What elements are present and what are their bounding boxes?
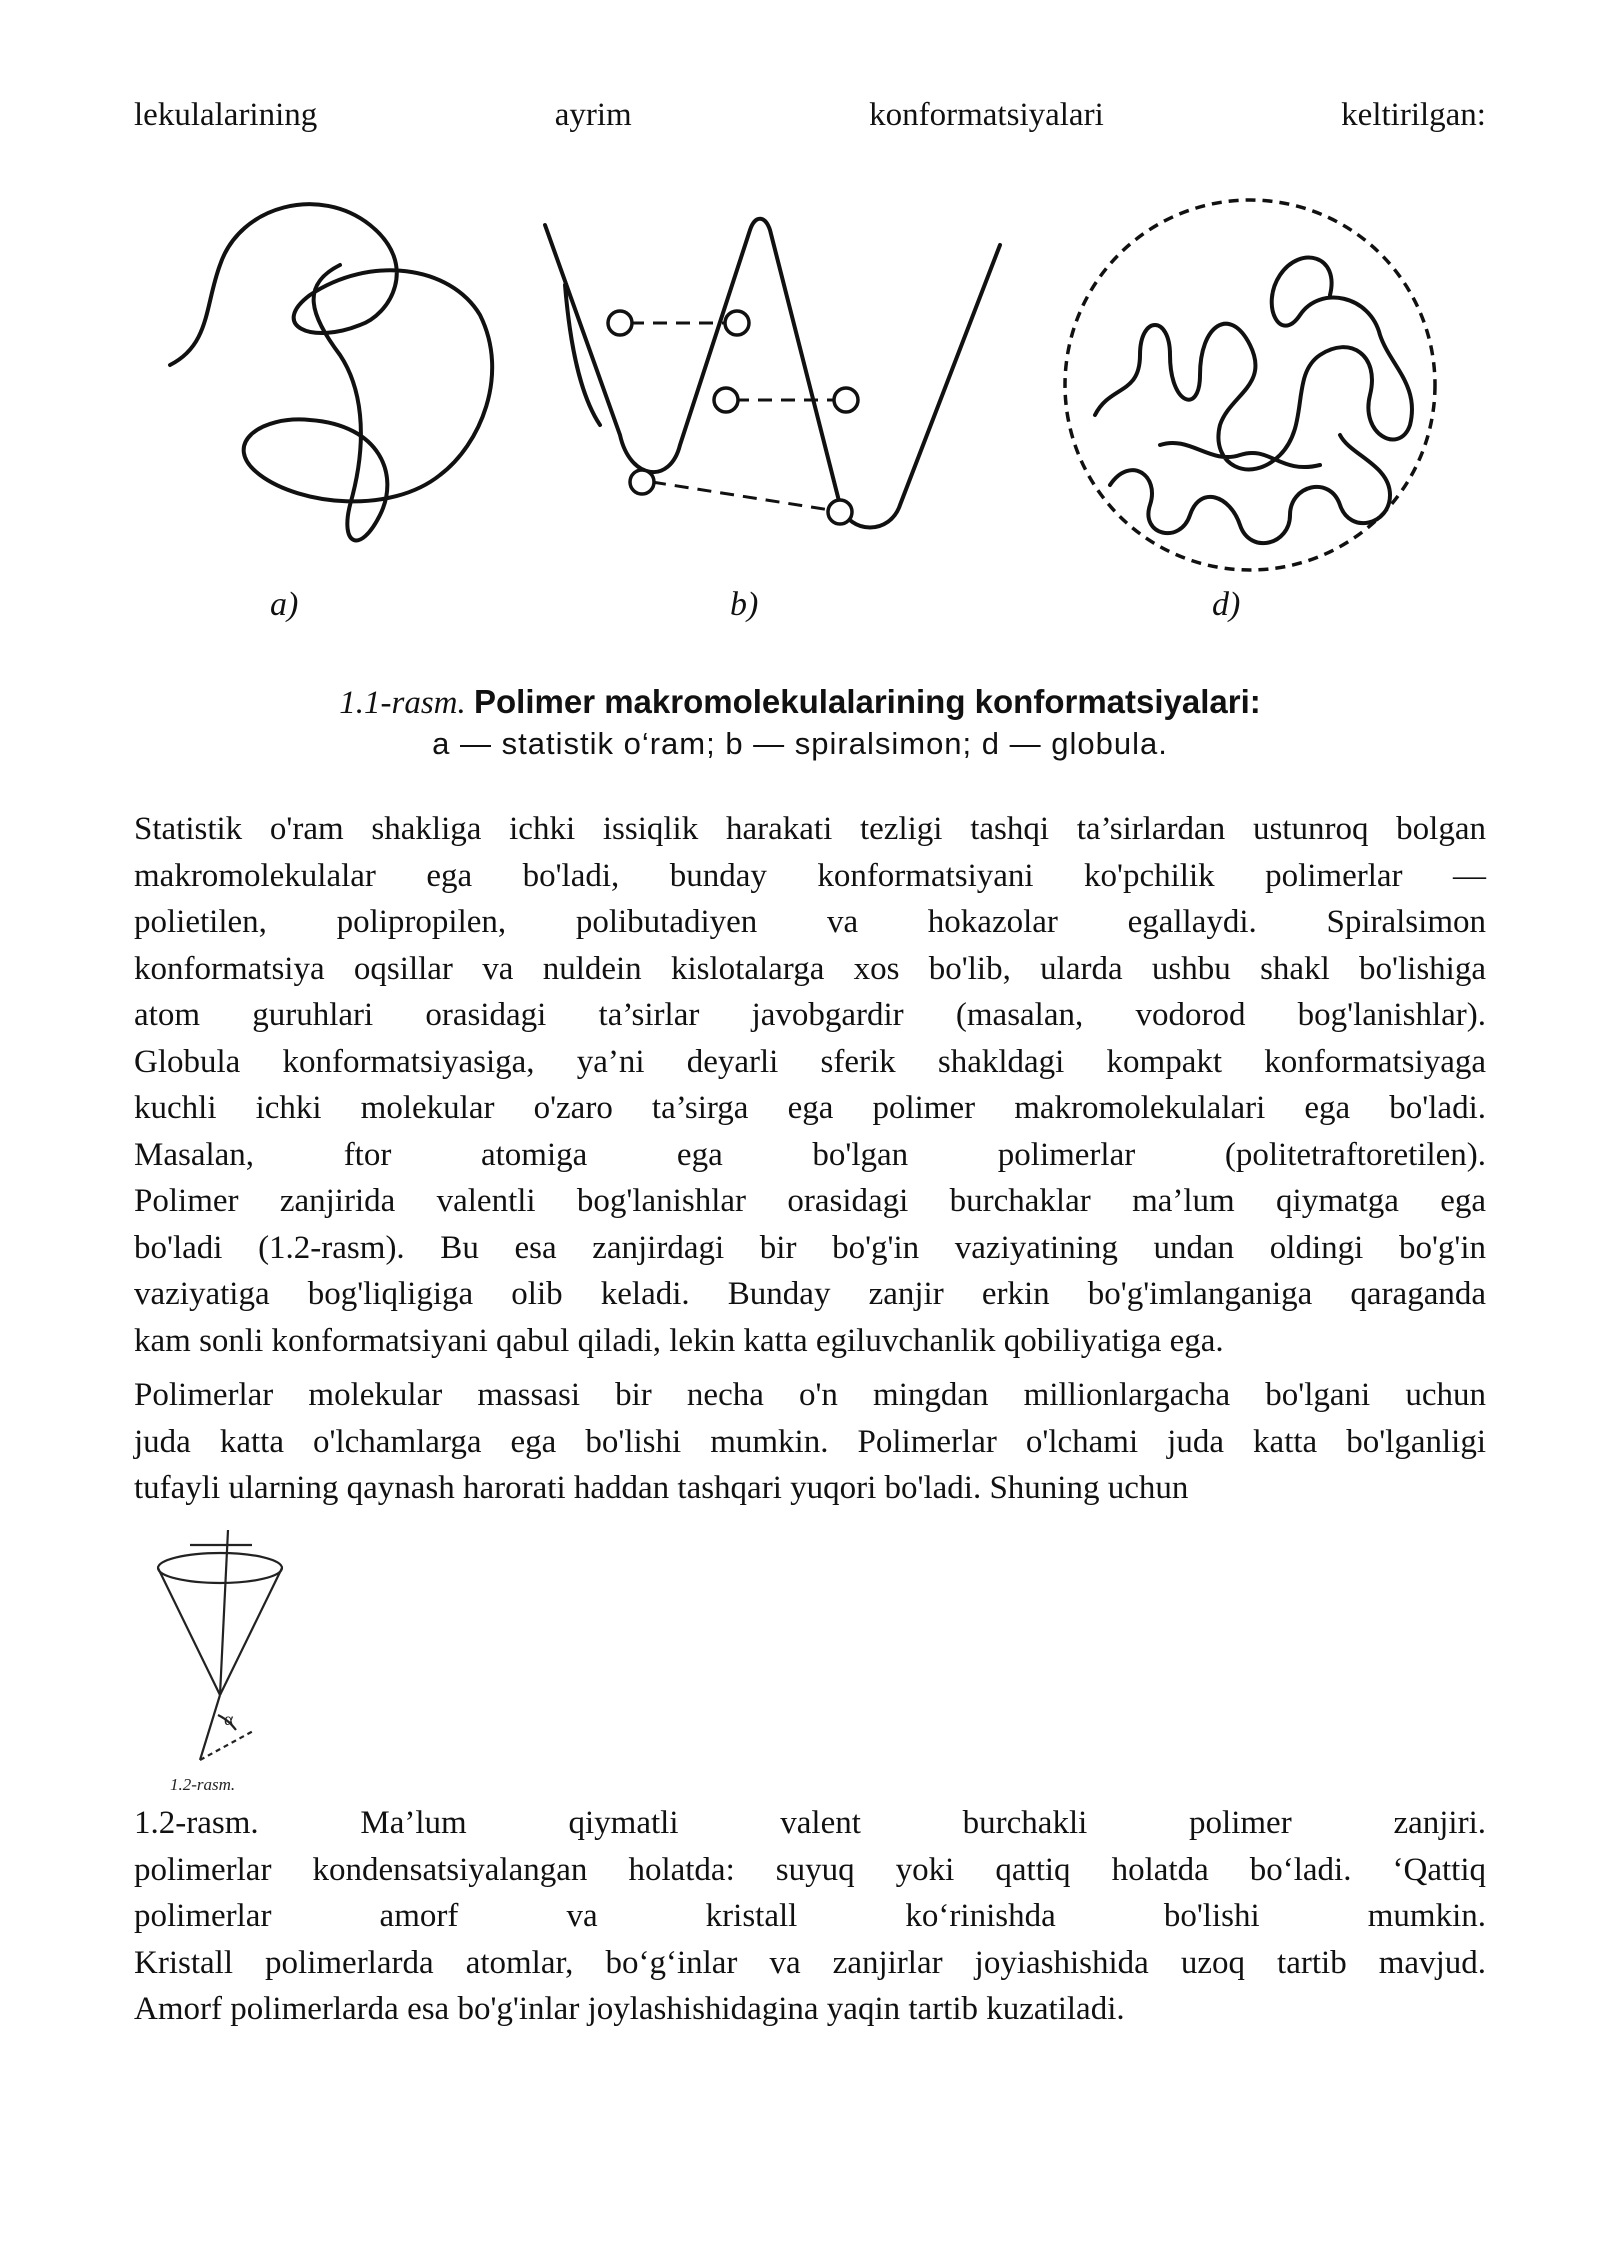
figure-1-1-caption-line2: a — statistik o‘ram; b — spiralsimon; d — globula. <box>432 726 1168 761</box>
text-line: Polimer zanjirida valentli bog'lanishlar orasidagi burchaklar ma’lum qiymatga ega <box>134 1183 1486 1219</box>
alpha-label: α <box>224 1709 234 1729</box>
intro-word: keltirilgan: <box>1341 97 1486 133</box>
paragraph-condensed-state <box>134 1800 1486 2033</box>
atom-circle <box>834 388 858 412</box>
cone-side <box>220 1568 282 1695</box>
atom-circle <box>828 500 852 524</box>
hbond-dash <box>652 482 830 510</box>
figure-1-2-drawing <box>140 1525 300 1795</box>
text-line: Kristall polimerlarda atomlar, bo‘g‘inlar va zanjirlar joyiashishida uzoq tartib mavjud. <box>134 1944 1486 1981</box>
text-line: Polimerlar molekular massasi bir necha o'n mingdan millionlargacha bo'lgani uchun <box>134 1377 1486 1413</box>
text-line: Amorf polimerlarda esa bo'g'inlar joylashishidagina yaqin tartib kuzatiladi. <box>134 1991 1125 2027</box>
text-line: kam sonli konformatsiyani qabul qiladi, lekin katta egiluvchanlik qobiliyatiga ega. <box>134 1322 1224 1359</box>
cone-axis <box>220 1530 228 1695</box>
text-line: juda katta o'lchamlarga ega bo'lishi mumkin. Polimerlar o'lchami juda katta bo'lganligi <box>134 1423 1486 1460</box>
text-line: vaziyatiga bog'liqligiga olib keladi. Bunday zanjir erkin bo'g'imlanganiga qaraganda <box>134 1276 1486 1312</box>
figure-1-2-caption: 1.2-rasm. <box>170 1775 236 1794</box>
text-line: Masalan, ftor atomiga ega bo'lgan polimerlar (politetraftoretilen). <box>134 1136 1486 1173</box>
atom-circle <box>608 311 632 335</box>
panel-label-a: a) <box>270 586 299 623</box>
text-line: 1.2-rasm. Ma’lum qiymatli valent burchakli polimer zanjiri. <box>134 1805 1486 1841</box>
text-line: makromolekulalar ega bo'ladi, bunday konformatsiyani ko'pchilik polimerlar — <box>134 857 1486 894</box>
atom-circle <box>725 311 749 335</box>
text-line: Globula konformatsiyasiga, ya’ni deyarli sferik shakldagi kompakt konformatsiyaga <box>134 1043 1486 1080</box>
text-line: polietilen, polipropilen, polibutadiyen va hokazolar egallaydi. Spiralsimon <box>134 904 1486 940</box>
intro-line <box>134 92 1486 138</box>
text-line: bo'ladi (1.2-rasm). Bu esa zanjirdagi bir bo'g'in vaziyatining undan oldingi bo'g'in <box>134 1229 1486 1266</box>
text-line: kuchli ichki molekular o'zaro ta’sirga ega polimer makromolekulalari ega bo'ladi. <box>134 1090 1486 1126</box>
panel-label-b: b) <box>730 586 759 623</box>
figure-1-1-caption <box>0 680 1600 725</box>
globule-chain <box>1095 258 1412 544</box>
atom-circle <box>630 470 654 494</box>
cone-rim <box>158 1553 282 1583</box>
text-line: konformatsiya oqsillar va nuldein kislotalarga xos bo'lib, ularda ushbu shakl bo'lishiga <box>134 950 1486 987</box>
helix-path <box>565 285 600 425</box>
panel-label-d: d) <box>1212 586 1241 623</box>
random-coil-path <box>170 204 492 540</box>
intro-word: lekulalarining <box>134 97 318 133</box>
paragraph-molecular-mass <box>134 1372 1486 1512</box>
cone-side <box>158 1568 220 1695</box>
text-line: atom guruhlari orasidagi ta’sirlar javobgardir (masalan, vodorod bog'lanishlar). <box>134 997 1486 1033</box>
text-line: Statistik o'ram shakliga ichki issiqlik harakati tezligi tashqi ta’sirlardan ustunroq bolgan <box>134 811 1486 847</box>
caption-title: Polimer makromolekulalarining konformatsiyalari: <box>474 683 1261 720</box>
text-line: polimerlar amorf va kristall ko‘rinishda bo'lishi mumkin. <box>134 1898 1486 1934</box>
helix-path <box>545 219 1000 528</box>
intro-word: konformatsiyalari <box>869 97 1104 133</box>
atom-circle <box>714 388 738 412</box>
text-line: tufayli ularning qaynash harorati haddan tashqari yuqori bo'ladi. Shuning uchun <box>134 1470 1189 1506</box>
caption-number: 1.1-rasm. <box>339 685 466 721</box>
intro-word: ayrim <box>554 97 632 133</box>
figure-1-2 <box>140 1525 300 1795</box>
paragraph-conformations <box>134 806 1486 1364</box>
text-line: polimerlar kondensatsiyalangan holatda: suyuq yoki qattiq holatda bo‘ladi. ‘Qattiq <box>134 1851 1486 1888</box>
